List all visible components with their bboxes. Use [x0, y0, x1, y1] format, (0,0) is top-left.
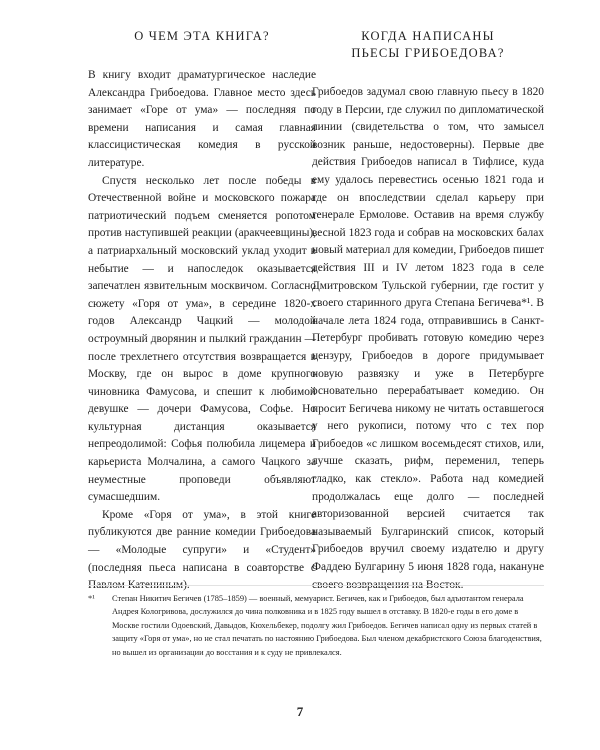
left-paragraph-3: Кроме «Горя от ума», в этой книге публикуются две ранние комедии Грибоедова — «Молодые супруги» и «Студент» (последняя пьеса написана в соавторстве с Павлом Катениным).: [88, 508, 316, 592]
right-paragraph-1: Грибоедов задумал свою главную пьесу в 1820 году в Персии, где служил по дипломатической линии (свидетельства о том, что замысел возник раньше, недостоверны). Первые две действия Грибоедов написал в Тифлисе, куда ему удалось перевестись осенью 1821 года и где он впоследствии сделал карьеру при генерале Ермолове. Оставив на время службу весной 1823 года и собрав на московских балах новый материал для комедии, Грибоедов пишет действия III и IV летом 1823 года в селе Дмитровском Тульской губернии, где гостит у своего старинного друга Степана Бегичева*¹. В начале лета 1824 года, отправившись в Санкт-Петербург пробивать готовую комедию через цензуру, Грибоедов в дороге придумывает новую развязку и уже в Петербурге основательно перерабатывает комедию. Он просит Бегичева никому не читать оставшегося у него рукописи, потому что с тех пор Грибоедов «с лишком восемьдесят стихов, или, лучше сказать, рифм, переменил, теперь гладко, как стекло». Работа над комедией продолжалась еще долго — последней авторизованной версией считается так называемый Булгаринский список, который Грибоедов вручил своему издателю и другу Фаддею Булгарину 5 июня 1828 года, накануне своего возвращения на Восток.: [312, 86, 544, 591]
footnote-marker: *¹: [88, 593, 95, 603]
left-column-heading: О ЧЕМ ЭТА КНИГА?: [134, 29, 270, 43]
left-paragraph-1: В книгу входит драматургическое наследие Александра Грибоедова. Главное место здесь занимает «Горе от ума» — последняя по времени написания и самая главная классицистическая комедия в русской литературе.: [88, 69, 316, 169]
right-heading-line-2: ПЬЕСЫ ГРИБОЕДОВА?: [351, 46, 505, 60]
footnote: [88, 585, 544, 659]
left-paragraph-2: Спустя несколько лет после победы в Отечественной войне и московского пожара патриотический подъем сменяется ропотом против наступившей реакции (аракчеевщины), а патриархальный московский уклад уходит в небытие — и напоследок оказывается запечатлен язвительным москвичом. Согласно сюжету «Горя от ума», в середине 1820-х годов Александр Чацкий — молодой остроумный дворянин и пылкий гражданин — после трехлетнего отсутствия возвращается в Москву, где он вырос в доме крупного чиновника Фамусова, и спешит к любимой девушке — дочери Фамусова, Софье. Но культурная дистанция оказывается непреодолимой: Софья полюбила лицемера и карьериста Молчалина, а самого Чацкого за неуместные проповеди объявляют сумасшедшим.: [88, 174, 316, 504]
page-number: 7: [296, 704, 304, 719]
left-column: [88, 28, 316, 595]
right-column: [312, 28, 544, 594]
footnote-text: Степан Никитич Бегичев (1785–1859) — военный, мемуарист. Бегичев, как и Грибоедов, был адъютантом генерала Андрея Кологривова, дослужился до чина полковника и в 1825 году вышел в отставку. В 1820-е годы в его доме в Москве гостили Одоевский, Давыдов, Кюхельбекер, подолгу жил Грибоедов. Бегичев написал одну из первых статей в защиту «Горя от ума», но не стал печатать по настоянию Грибоедова. Был членом декабристского Союза благоденствия, но вышел из организации до восстания и к суду не привлекался.: [112, 594, 542, 657]
right-heading-line-1: КОГДА НАПИСАНЫ: [361, 29, 495, 43]
right-column-heading: [312, 28, 544, 62]
